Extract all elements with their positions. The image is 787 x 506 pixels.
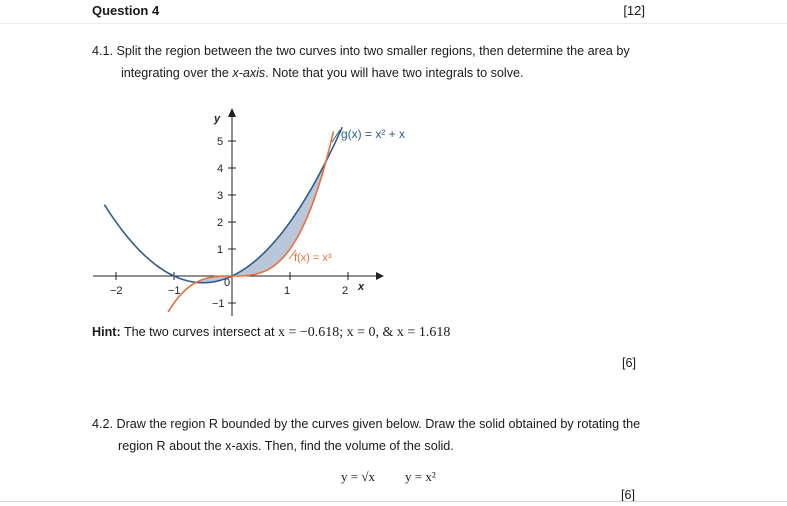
g-curve-label: g(x) = x² + x bbox=[341, 127, 406, 141]
hint-math: x = −0.618; x = 0, & x = 1.618 bbox=[277, 325, 451, 340]
q42-text-line1: Draw the region R bounded by the curves given below. Draw the solid obtained by rotating the bbox=[116, 417, 641, 431]
x-tick-label: 1 bbox=[284, 285, 291, 297]
f-curve bbox=[168, 131, 333, 312]
axis-ticks bbox=[110, 136, 348, 310]
x-axis-label: x bbox=[358, 281, 365, 293]
bottom-divider bbox=[0, 501, 787, 502]
x-tick-label: 0 bbox=[224, 277, 231, 289]
y-axis-label: y bbox=[214, 113, 221, 125]
question-total-marks: [12] bbox=[623, 3, 645, 18]
f-curve-label: f(x) = x³ bbox=[294, 252, 332, 264]
q42-equation-sqrt: y = √x bbox=[341, 469, 375, 484]
y-axis-arrow bbox=[228, 108, 236, 117]
shaded-region bbox=[196, 162, 326, 283]
x-tick-label: 2 bbox=[342, 285, 349, 297]
hint-text: The two curves intersect at bbox=[120, 325, 278, 339]
y-tick-label: 4 bbox=[217, 163, 224, 175]
q42-line1 bbox=[92, 417, 640, 431]
q41-marks: [6] bbox=[622, 356, 637, 370]
y-tick-label: −1 bbox=[212, 298, 225, 310]
q42-number: 4.2. bbox=[92, 417, 114, 431]
q41-number: 4.1. bbox=[92, 44, 114, 58]
q41-axis-term: x-axis bbox=[232, 66, 266, 80]
x-tick-label: −2 bbox=[110, 285, 123, 297]
y-tick-label: 2 bbox=[217, 217, 224, 229]
q42-equation-square: y = x² bbox=[405, 469, 436, 484]
y-tick-label: 5 bbox=[217, 136, 224, 148]
x-axis-arrow bbox=[376, 272, 384, 280]
q42-text-line2: region R about the x-axis. Then, find the volume of the solid. bbox=[118, 439, 454, 453]
q41-text-line1: Split the region between the two curves into two smaller regions, then determine the area by bbox=[116, 44, 630, 58]
question-title: Question 4 bbox=[92, 3, 160, 18]
x-tick-label: −1 bbox=[168, 285, 181, 297]
y-tick-label: 3 bbox=[217, 190, 224, 202]
q41-hint bbox=[92, 325, 450, 341]
q41-text-line2-post: . Note that you will have two integrals to solve. bbox=[265, 66, 524, 80]
hint-label: Hint: bbox=[92, 325, 121, 339]
q41-text-line2-pre: integrating over the bbox=[121, 66, 233, 80]
y-tick-label: 1 bbox=[217, 244, 224, 256]
q42-marks: [6] bbox=[621, 488, 636, 502]
